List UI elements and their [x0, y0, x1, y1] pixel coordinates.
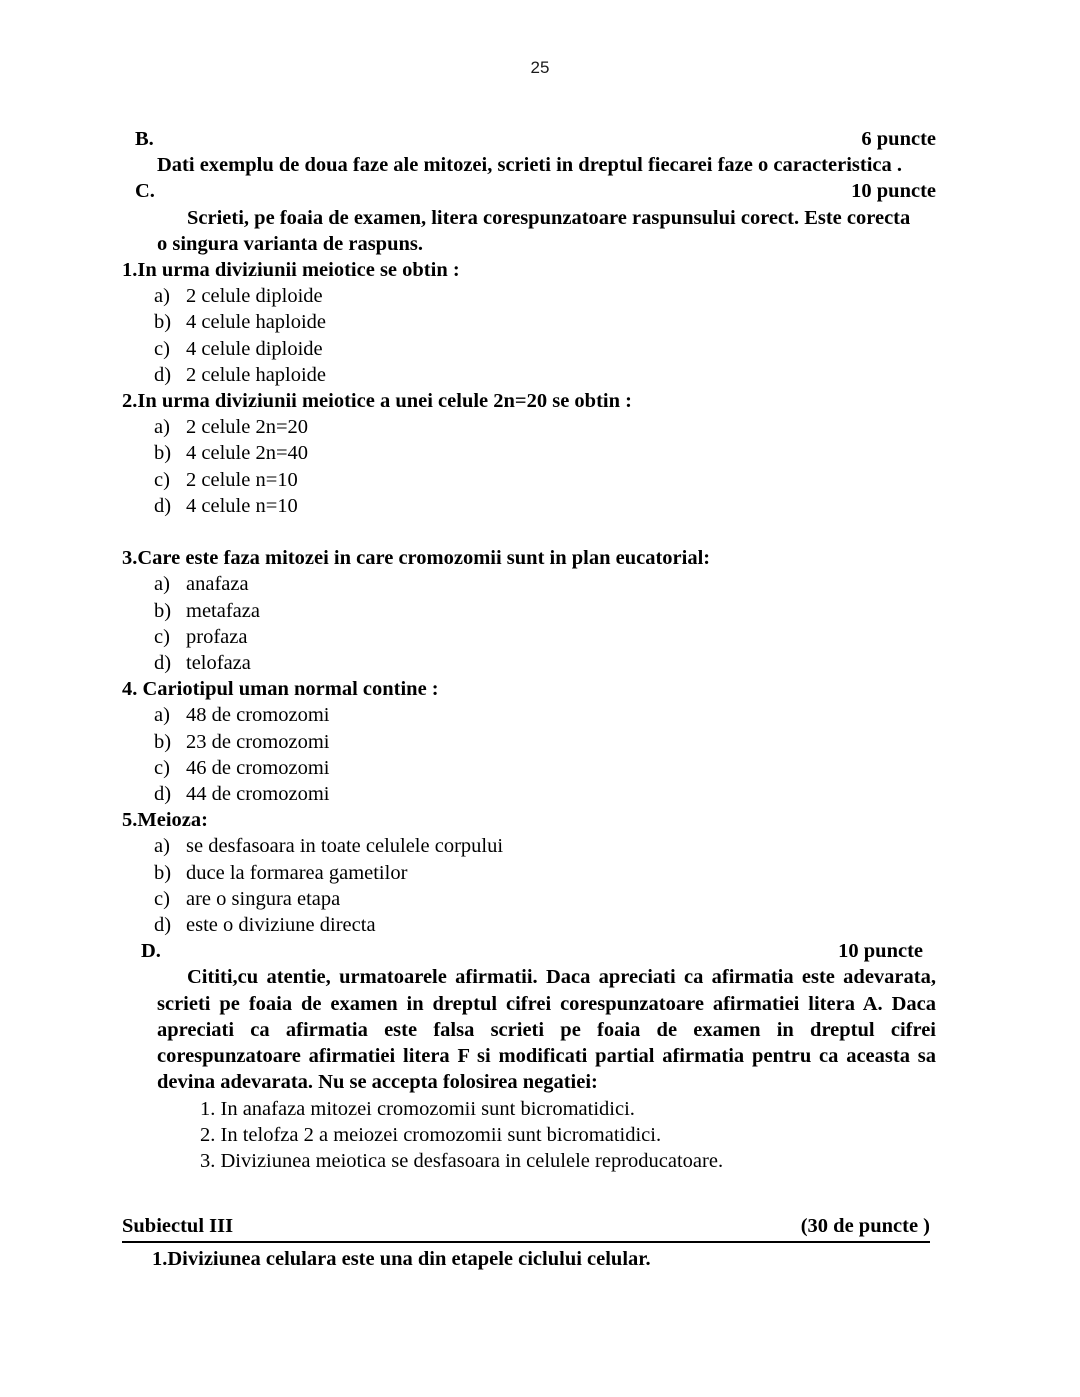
section-b-heading: [122, 126, 936, 152]
section-c-points: 10 puncte: [851, 180, 936, 203]
question-4-stem: 4. Cariotipul uman normal contine :: [122, 678, 439, 701]
option-item[interactable]: [154, 598, 936, 624]
option-label: metafaza: [186, 599, 260, 622]
section-d-heading: [122, 938, 936, 964]
option-marker: c): [154, 468, 170, 491]
option-marker: a): [154, 835, 170, 858]
option-marker: d): [154, 914, 172, 937]
option-label: 4 celule haploide: [186, 311, 327, 334]
option-item[interactable]: [154, 755, 936, 781]
subiectul-3-title: Subiectul III: [122, 1215, 234, 1238]
statement-item: 3. Diviziunea meiotica se desfasoara in celulele reproducatoare.: [200, 1149, 724, 1172]
page-number: 25: [530, 58, 550, 77]
option-label: 2 celule haploide: [186, 363, 327, 386]
option-label: 23 de cromozomi: [186, 730, 330, 753]
question-1-stem: 1.In urma diviziunii meiotice se obtin :: [122, 259, 460, 282]
option-item[interactable]: [154, 702, 936, 728]
option-marker: a): [154, 285, 170, 308]
option-item[interactable]: [154, 912, 936, 938]
option-label: duce la formarea gametilor: [186, 861, 408, 884]
question-1-options: [122, 283, 936, 388]
section-gap: [122, 1174, 936, 1200]
option-item[interactable]: [154, 571, 936, 597]
option-item[interactable]: [154, 860, 936, 886]
paragraph-gap: [122, 519, 936, 545]
document-body: [122, 126, 936, 1272]
option-marker: d): [154, 652, 172, 675]
option-item[interactable]: [154, 886, 936, 912]
subiectul-3-heading: [122, 1213, 930, 1242]
option-marker: d): [154, 783, 172, 806]
option-item[interactable]: [154, 362, 936, 388]
question-3-stem: 3.Care este faza mitozei in care cromozomii sunt in plan eucatorial:: [122, 547, 711, 570]
option-label: 4 celule diploide: [186, 337, 323, 360]
section-b-letter: B.: [135, 128, 154, 150]
question-5-options: [122, 833, 936, 938]
option-marker: a): [154, 704, 170, 727]
option-marker: a): [154, 416, 170, 439]
option-marker: c): [154, 756, 170, 779]
option-marker: a): [154, 573, 170, 596]
section-b-points: 6 puncte: [861, 128, 936, 150]
option-label: are o singura etapa: [186, 887, 341, 910]
question-4-options: [122, 702, 936, 807]
subiectul-3-item-1: 1.Diviziunea celulara este una din etapele ciclului celular.: [152, 1247, 651, 1270]
option-item[interactable]: [154, 729, 936, 755]
statement-item: 1. In anafaza mitozei cromozomii sunt bicromatidici.: [200, 1097, 635, 1120]
option-item[interactable]: [154, 467, 936, 493]
option-item[interactable]: [154, 414, 936, 440]
question-2-stem: 2.In urma diviziunii meiotice a unei celule 2n=20 se obtin :: [122, 390, 632, 413]
option-item[interactable]: [154, 781, 936, 807]
option-marker: c): [154, 337, 170, 360]
option-label: profaza: [186, 625, 248, 648]
option-marker: b): [154, 599, 172, 622]
option-label: 2 celule diploide: [186, 285, 323, 308]
section-c-heading: [122, 178, 936, 204]
section-gap-small: [122, 1200, 936, 1213]
option-label: telofaza: [186, 652, 251, 675]
option-label: 2 celule n=10: [186, 468, 298, 491]
question-2-options: [122, 414, 936, 519]
option-label: este o diviziune directa: [186, 914, 376, 937]
option-item[interactable]: [154, 309, 936, 335]
option-label: 4 celule 2n=40: [186, 442, 308, 465]
option-marker: b): [154, 730, 172, 753]
section-d-letter: D.: [141, 940, 161, 963]
option-label: 48 de cromozomi: [186, 704, 330, 727]
option-marker: d): [154, 363, 172, 386]
subiectul-3-points: (30 de puncte ): [800, 1215, 930, 1238]
question-5-stem: 5.Meioza:: [122, 809, 208, 832]
section-d-instruction: Cititi,cu atentie, urmatoarele afirmatii. Daca apreciati ca afirmatia este adevarata, scrieti pe foaia de examen in dreptul cifrei corespunzatoare afirmatiei litera A. Daca apreciati ca afirmatia este falsa scrieti pe foaia de examen in dreptul cifrei corespunzatoare afirmatiei litera F si modificati partial afirmatia pentru ca aceasta sa devina adevarata. Nu se accepta folosirea negatiei:: [157, 966, 936, 1094]
section-c-instruction-line2: o singura varianta de raspuns.: [157, 232, 423, 255]
option-label: 2 celule 2n=20: [186, 416, 308, 439]
option-marker: c): [154, 625, 170, 648]
option-marker: b): [154, 861, 172, 884]
option-item[interactable]: [154, 336, 936, 362]
option-label: se desfasoara in toate celulele corpului: [186, 835, 504, 858]
option-label: anafaza: [186, 573, 249, 596]
option-label: 46 de cromozomi: [186, 756, 330, 779]
statement-item: 2. In telofza 2 a meiozei cromozomii sunt bicromatidici.: [200, 1123, 662, 1146]
option-marker: d): [154, 494, 172, 517]
option-item[interactable]: [154, 493, 936, 519]
option-item[interactable]: [154, 624, 936, 650]
section-d-points: 10 puncte: [838, 940, 923, 963]
option-label: 4 celule n=10: [186, 494, 298, 517]
option-label: 44 de cromozomi: [186, 783, 330, 806]
section-b-instruction: Dati exemplu de doua faze ale mitozei, scrieti in dreptul fiecarei faze o caracteristica .: [157, 154, 902, 177]
section-c-letter: C.: [135, 180, 155, 203]
option-marker: b): [154, 311, 172, 334]
option-item[interactable]: [154, 650, 936, 676]
option-item[interactable]: [154, 833, 936, 859]
option-marker: b): [154, 442, 172, 465]
question-3-options: [122, 571, 936, 676]
option-item[interactable]: [154, 283, 936, 309]
option-item[interactable]: [154, 440, 936, 466]
section-c-instruction-line1: Scrieti, pe foaia de examen, litera corespunzatoare raspunsului corect. Este corecta: [187, 206, 911, 229]
option-marker: c): [154, 887, 170, 910]
